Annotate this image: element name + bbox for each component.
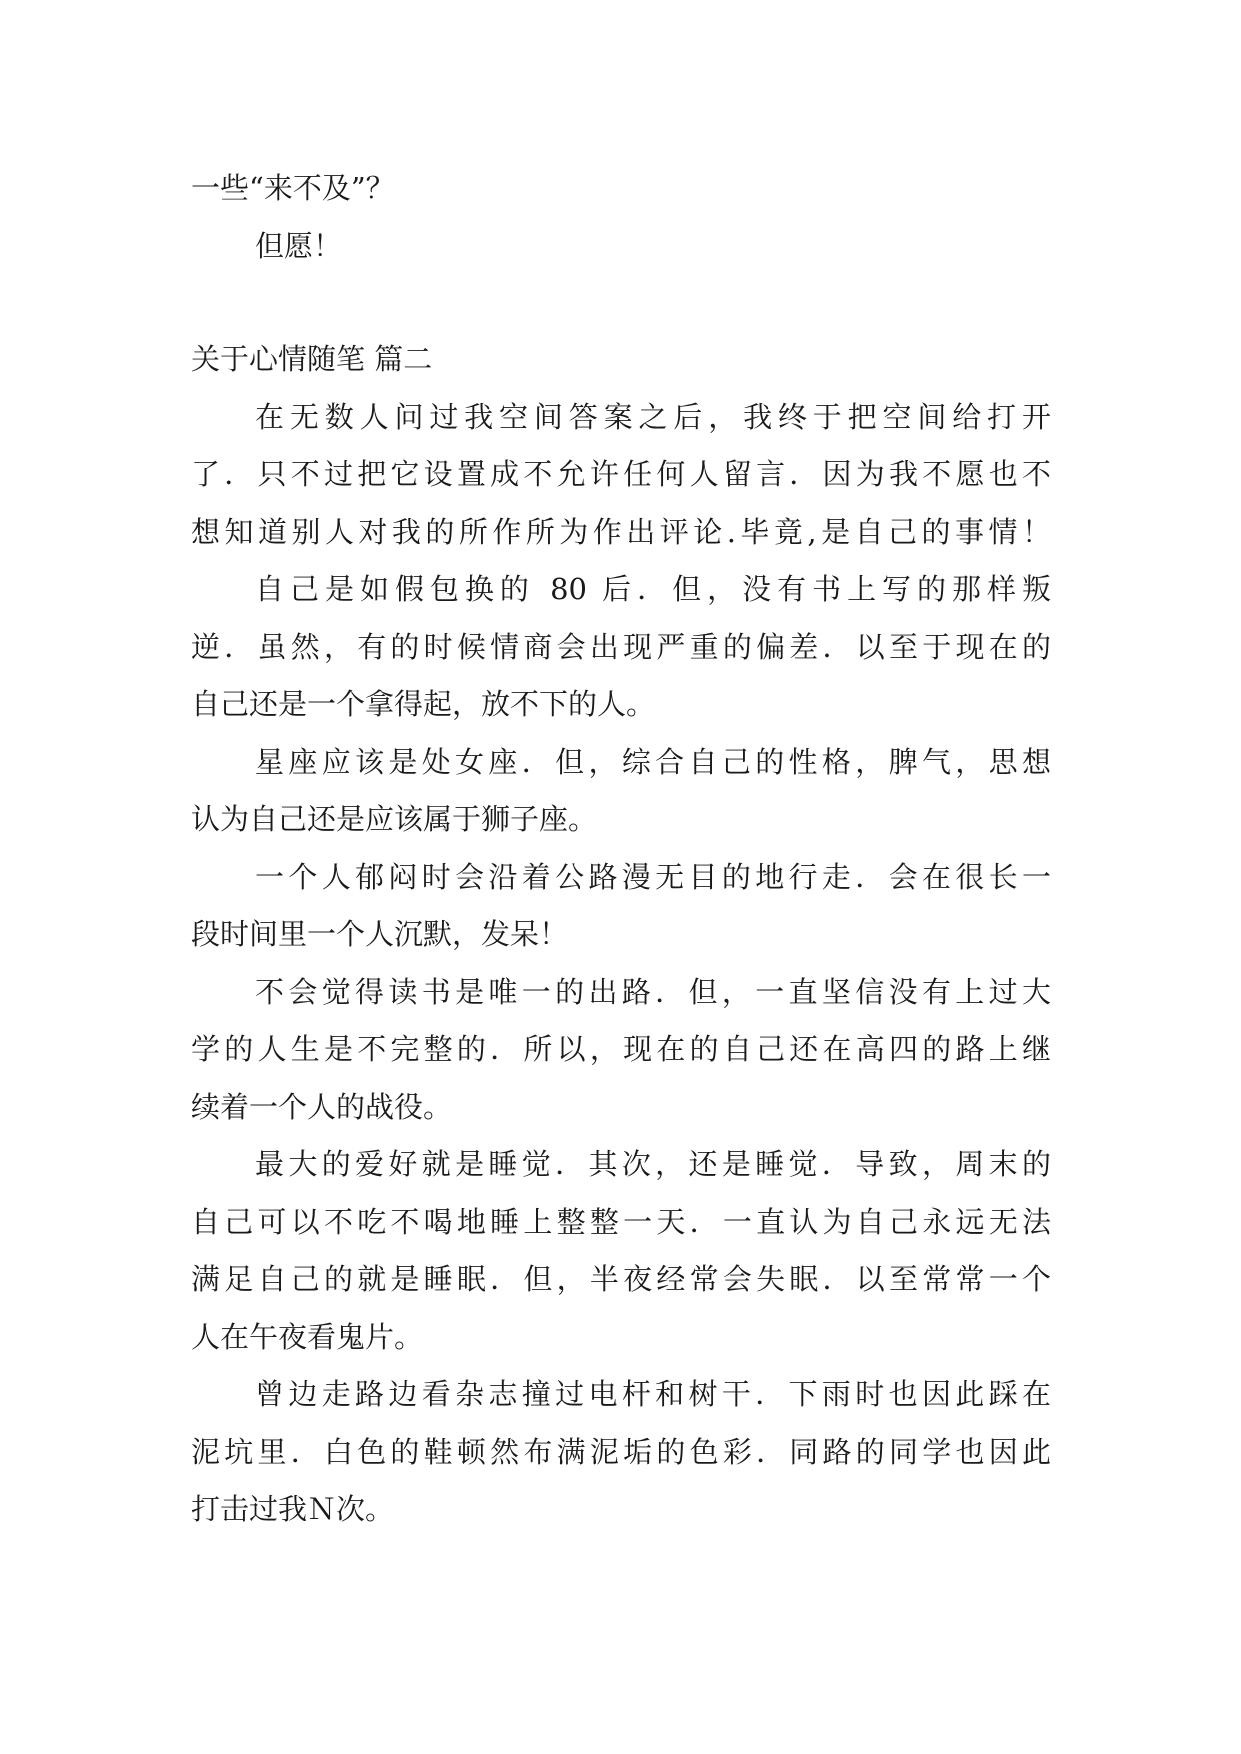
paragraph-line: 学的人生是不完整的．所以，现在的自己还在高四的路上继: [191, 1032, 1051, 1066]
paragraph-line: 曾边走路边看杂志撞过电杆和树干．下雨时也因此踩在: [255, 1377, 1051, 1411]
paragraph-line: 自己还是一个拿得起，放不下的人。: [191, 687, 656, 721]
section-heading: 关于心情随笔 篇二: [191, 342, 433, 376]
paragraph-line: 了．只不过把它设置成不允许任何人留言．因为我不愿也不: [191, 457, 1051, 491]
document-body: [191, 160, 1051, 1539]
paragraph-line: 满足自己的就是睡眠．但，半夜经常会失眠．以至常常一个: [191, 1262, 1051, 1296]
paragraph-line: 不会觉得读书是唯一的出路．但，一直坚信没有上过大: [255, 974, 1051, 1009]
paragraph-line: 最大的爱好就是睡觉．其次，还是睡觉．导致，周末的: [255, 1147, 1051, 1181]
closing-line: 但愿！: [255, 228, 343, 263]
paragraph-line: 想知道别人对我的所作所为作出评论.毕竟,是自己的事情！: [191, 514, 1051, 549]
paragraph-line: 人在午夜看鬼片。: [191, 1319, 424, 1354]
paragraph-line: 打击过我Ｎ次。: [191, 1492, 395, 1526]
section-gap: [191, 275, 1051, 331]
paragraph-line: 续着一个人的战役。: [191, 1089, 453, 1124]
paragraph-line: 自己是如假包换的 80 后．但，没有书上写的那样叛: [255, 572, 1051, 606]
fragment-line: 一些“来不及”？: [191, 171, 395, 205]
paragraph-line: 认为自己还是应该属于狮子座。: [191, 802, 598, 836]
paragraph-line: 逆．虽然，有的时候情商会出现严重的偏差．以至于现在的: [191, 629, 1051, 664]
paragraph-line: 在无数人问过我空间答案之后，我终于把空间给打开: [255, 399, 1051, 434]
paragraph-line: 星座应该是处女座．但，综合自己的性格，脾气，思想: [255, 744, 1051, 779]
paragraph-line: 自己可以不吃不喝地睡上整整一天．一直认为自己永远无法: [191, 1204, 1051, 1239]
paragraph-line: 一个人郁闷时会沿着公路漫无目的地行走．会在很长一: [255, 859, 1051, 894]
paragraph-line: 泥坑里．白色的鞋顿然布满泥垢的色彩．同路的同学也因此: [191, 1434, 1051, 1469]
paragraph-line: 段时间里一个人沉默，发呆！: [191, 917, 569, 951]
